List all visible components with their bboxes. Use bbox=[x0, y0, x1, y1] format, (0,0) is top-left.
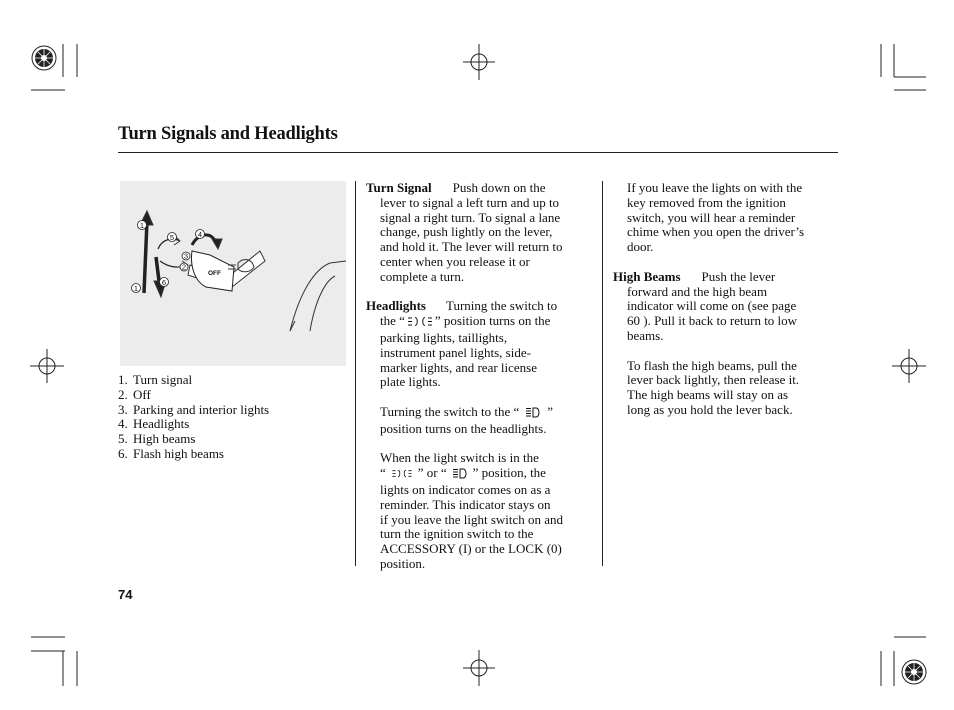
callout-5: 5 bbox=[169, 232, 175, 242]
column-divider-right bbox=[602, 181, 603, 566]
legend-item: 5. High beams bbox=[118, 431, 196, 447]
headlights-icon bbox=[452, 468, 468, 483]
title-rule bbox=[118, 152, 838, 153]
page-reference-link[interactable]: 60 ). Pull it back to return to low bbox=[627, 313, 798, 329]
headlights-heading: Headlights bbox=[366, 298, 426, 314]
headlights-icon bbox=[525, 407, 541, 422]
legend-item: 2. Off bbox=[118, 386, 151, 402]
callout-4: 4 bbox=[197, 229, 203, 239]
registration-target-bottom-right bbox=[902, 660, 926, 684]
right-column: If you leave the lights on with the key removed from the ignition switch, you will hear a reminder chime when you open the driver’s door. High Beams Push the lever forward and the high beam indicator will come on (see page 60 ). Pull it back to return to low beams. To flash the high beams, pull the lever back lightly, then release it. The high beams will stay on as long as you hold the lever back. bbox=[613, 181, 843, 418]
page-title: Turn Signals and Headlights bbox=[118, 124, 338, 144]
middle-column: Turn Signal Push down on the lever to signal a left turn and up to signal a right turn. To signal a lane change, push lightly on the lever, and hold it. The lever will return to center when you release it or complete a turn. Headlights Turning the switch to the “ ” position turns on the parking lights, taillights, instrument panel lights, side- marker lights, and rear license plate lights. Turning the switch to the “ ” position turns on the headlights. When the light switch is in the “ ” or “ ” position, the lights on indicator comes on as a reminder. This indicator stays on if you leave the light switch on and turn the ignition switch to the ACCESSORY (I) or the LOCK (0) position. bbox=[366, 180, 564, 571]
callout-1-bottom: 1 bbox=[133, 283, 139, 293]
callout-3: 3 bbox=[183, 251, 189, 261]
turn-signal-heading: Turn Signal bbox=[366, 180, 432, 195]
lever-drawing bbox=[120, 181, 346, 366]
callout-6: 6 bbox=[161, 277, 167, 287]
lever-illustration bbox=[120, 181, 346, 366]
figure-legend bbox=[118, 373, 269, 462]
callout-2: 2 bbox=[181, 262, 187, 272]
legend-item: 3. Parking and interior lights bbox=[118, 401, 270, 417]
legend-item: 6. Flash high beams bbox=[118, 445, 224, 461]
callout-1-top: 1 bbox=[139, 220, 145, 230]
legend-item: 1. Turn signal bbox=[118, 372, 193, 387]
registration-target-top-left bbox=[32, 46, 56, 70]
off-label: OFF bbox=[208, 270, 221, 277]
page-number: 74 bbox=[118, 587, 133, 602]
legend-item: 4. Headlights bbox=[118, 416, 190, 432]
high-beams-heading: High Beams bbox=[613, 268, 681, 284]
column-divider-left bbox=[355, 181, 356, 566]
parking-lights-icon bbox=[390, 468, 414, 483]
parking-lights-icon bbox=[405, 316, 435, 331]
